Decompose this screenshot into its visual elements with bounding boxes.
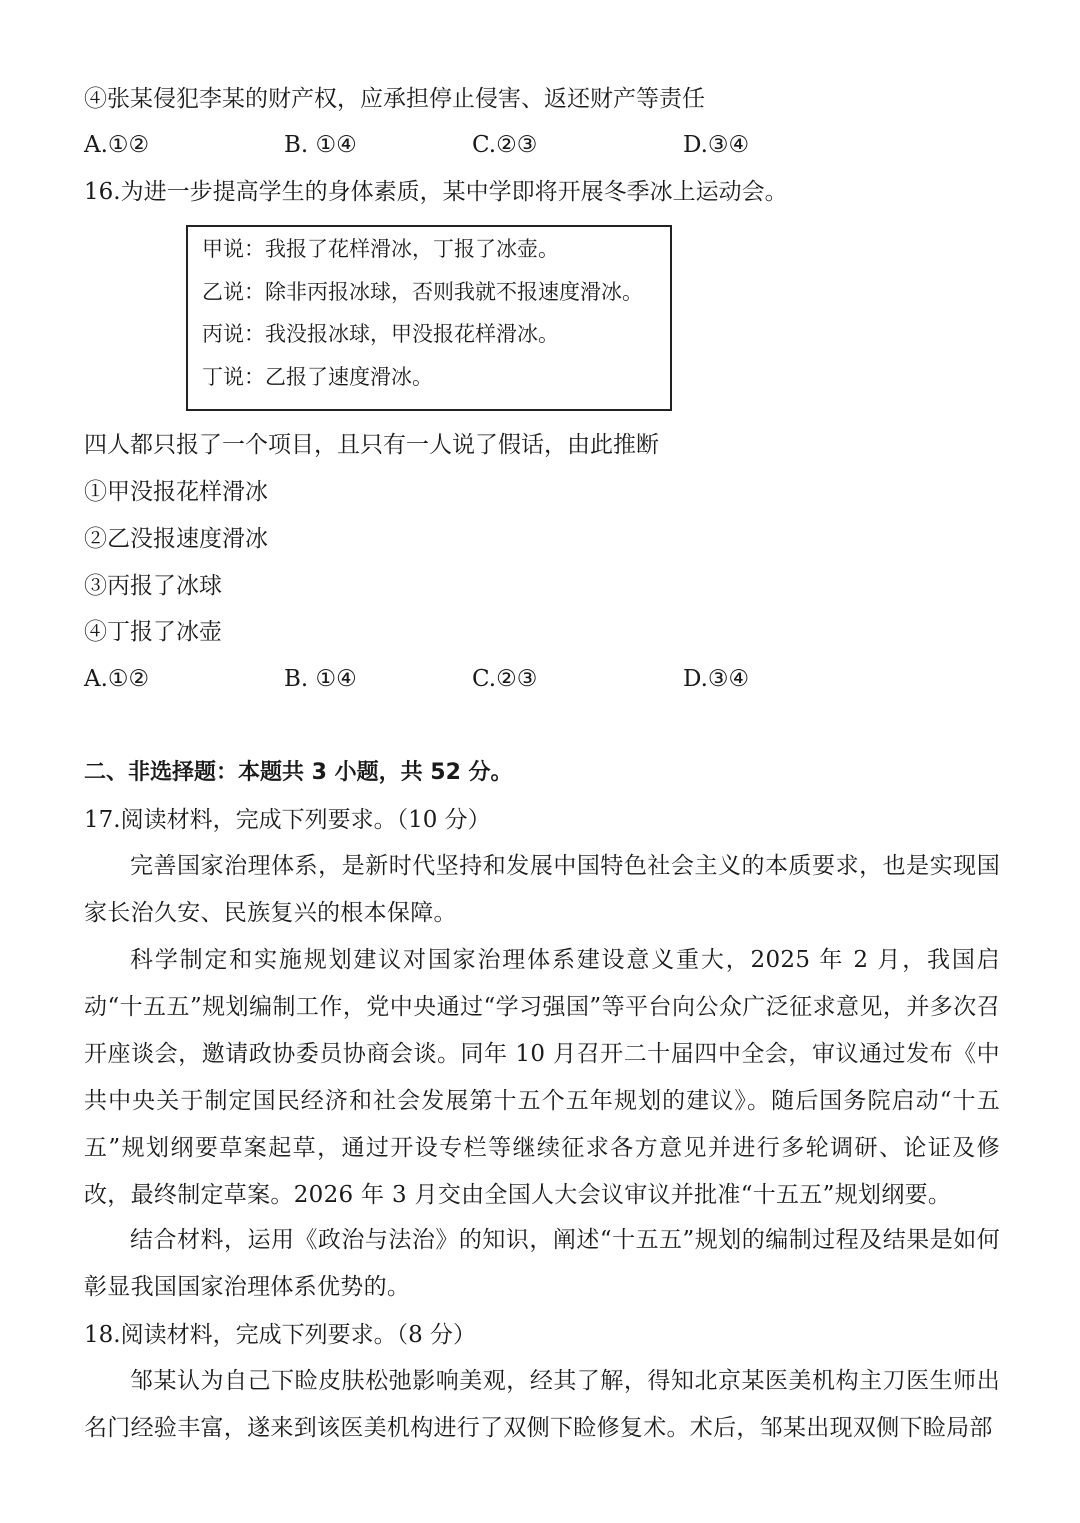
q16-option-a: A.①② — [84, 666, 150, 692]
q16-statement-jia: 甲说：我报了花样滑冰，丁报了冰壶。 — [202, 237, 559, 261]
q16-statement-bing: 丙说：我没报冰球，甲没报花样滑冰。 — [202, 322, 559, 346]
q15-item-4: ④张某侵犯李某的财产权，应承担停止侵害、返还财产等责任 — [84, 86, 705, 112]
q15-option-d: D.③④ — [683, 132, 750, 158]
q17-paragraph-3: 结合材料，运用《政治与法治》的知识，阐述“十五五”规划的编制过程及结果是如何彰显我国国家治理体系优势的。 — [84, 1227, 1000, 1300]
q17-paragraph-1: 完善国家治理体系，是新时代坚持和发展中国特色社会主义的本质要求，也是实现国家长治久安、民族复兴的根本保障。 — [84, 853, 1000, 926]
q16-option-c: C.②③ — [472, 666, 538, 692]
q16-item-4: ④丁报了冰壶 — [84, 619, 222, 645]
q16-condition: 四人都只报了一个项目，且只有一人说了假话，由此推断 — [84, 432, 659, 458]
q16-item-1: ①甲没报花样滑冰 — [84, 479, 268, 505]
section-2-heading: 二、非选择题：本题共 3 小题，共 52 分。 — [84, 760, 513, 785]
q16-item-2: ②乙没报速度滑冰 — [84, 526, 268, 552]
q16-stem: 16.为进一步提高学生的身体素质，某中学即将开展冬季冰上运动会。 — [84, 179, 788, 205]
q17-stem: 17.阅读材料，完成下列要求。（10 分） — [84, 807, 491, 833]
q15-option-a: A.①② — [84, 132, 150, 158]
q18-stem: 18.阅读材料，完成下列要求。（8 分） — [84, 1322, 477, 1348]
q16-statements-box — [186, 225, 672, 411]
q18-paragraph-1: 邹某认为自己下睑皮肤松弛影响美观，经其了解，得知北京某医美机构主刀医生师出名门经验丰富，遂来到该医美机构进行了双侧下睑修复术。术后，邹某出现双侧下睑局部 — [84, 1368, 1000, 1441]
q16-option-b: B. ①④ — [284, 666, 357, 692]
q16-item-3: ③丙报了冰球 — [84, 573, 222, 599]
q16-statement-yi: 乙说：除非丙报冰球，否则我就不报速度滑冰。 — [202, 280, 643, 304]
q17-paragraph-2: 科学制定和实施规划建议对国家治理体系建设意义重大，2025 年 2 月，我国启动“十五五”规划编制工作，党中央通过“学习强国”等平台向公众广泛征求意见，并多次召开座谈会，邀请政协委员协商会谈。同年 10 月召开二十届四中全会，审议通过发布《中共中央关于制定国民经济和社会发展第十五个五年规划的建议》。随后国务院启动“十五五”规划纲要草案起草，通过开设专栏等继续征求各方意见并进行多轮调研、论证及修改，最终制定草案。2026 年 3 月交由全国人大会议审议并批准“十五五”规划纲要。 — [84, 947, 1000, 1208]
q15-option-b: B. ①④ — [284, 132, 357, 158]
q16-option-d: D.③④ — [683, 666, 750, 692]
q16-statement-ding: 丁说：乙报了速度滑冰。 — [202, 365, 433, 389]
q15-option-c: C.②③ — [472, 132, 538, 158]
